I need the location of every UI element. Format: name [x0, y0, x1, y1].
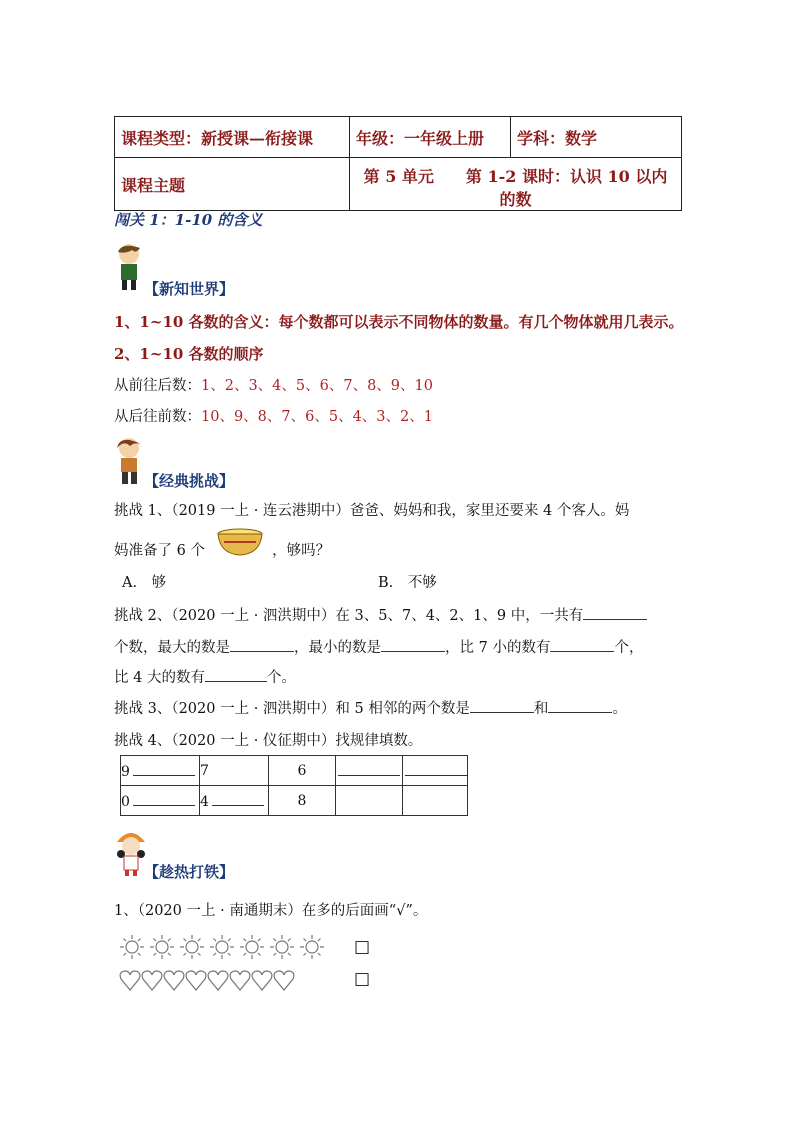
challenge-2-text-b: 个数，最大的数是 [114, 640, 230, 656]
pattern-grid [120, 755, 468, 816]
forward-label: 从前往后数： [114, 378, 201, 394]
grid-cell[interactable]: 0 [121, 786, 200, 816]
section-title-practice: 【趁热打铁】 [144, 863, 235, 881]
challenge-2-text-d: ，比 7 小的数有 [445, 640, 551, 656]
boy-character-icon [112, 242, 146, 292]
challenge-1-option-b: B. 不够 [378, 575, 437, 591]
section-title-classic-challenge: 【经典挑战】 [144, 472, 235, 490]
bowl-icon [216, 528, 264, 558]
backward-count [114, 405, 433, 426]
challenge-2-line-1 [114, 604, 647, 625]
section-title-new-knowledge: 【新知世界】 [144, 280, 235, 298]
topic-label: 课程主题 [115, 158, 350, 211]
blank-greater-than-4[interactable] [205, 667, 267, 682]
level-title: 闯关 1：1-10 的含义 [114, 211, 263, 229]
topic-value: 第 5 单元 第 1-2 课时：认识 10 以内的数 [350, 158, 682, 211]
forward-numbers: 1、2、3、4、5、6、7、8、9、10 [201, 378, 433, 394]
grade: 年级：一年级上册 [350, 117, 511, 158]
challenge-1-line-1: 挑战 1、（2019 一上 · 连云港期中）爸爸、妈妈和我，家里还要来 4 个客人。妈 [114, 503, 630, 519]
grid-cell[interactable]: 9 [121, 756, 200, 786]
blank-max[interactable] [230, 637, 294, 652]
course-type: 课程类型：新授课—衔接课 [115, 117, 350, 158]
course-header-table [114, 116, 682, 211]
challenge-2-text-g: 个。 [266, 670, 296, 686]
practice-question-1: 1、（2020 一上 · 南通期末）在多的后面画“√”。 [114, 903, 428, 919]
suns-row-icon [118, 932, 330, 962]
answer-box-hearts[interactable]: □ [354, 969, 371, 989]
challenge-1-option-a: A. 够 [122, 575, 167, 591]
grid-cell[interactable]: 4 [200, 786, 269, 816]
challenge-3-text-a: 挑战 3、（2020 一上 · 泗洪期中）和 5 相邻的两个数是 [114, 701, 470, 717]
blank-neighbor-1[interactable] [470, 698, 534, 713]
challenge-2-text-e: 个， [614, 640, 644, 656]
answer-box-suns[interactable]: □ [354, 937, 371, 957]
grid-cell[interactable] [403, 786, 468, 816]
grid-cell[interactable] [403, 756, 468, 786]
hearts-row-icon [118, 966, 298, 994]
challenge-3-text-c: 。 [612, 701, 627, 717]
point-1: 1、1~10 各数的含义：每个数都可以表示不同物体的数量。有几个物体就用几表示。 [114, 313, 684, 331]
grid-cell[interactable] [336, 786, 403, 816]
forward-count [114, 374, 433, 395]
point-2: 2、1~10 各数的顺序 [114, 345, 264, 363]
blank-count[interactable] [583, 605, 647, 620]
challenge-2-line-3 [114, 666, 296, 687]
challenge-2-text-f: 比 4 大的数有 [114, 670, 205, 686]
challenge-2-line-2 [114, 636, 643, 657]
challenge-3-text-b: 和 [533, 701, 549, 717]
grid-cell: 6 [269, 756, 336, 786]
grid-cell[interactable] [336, 756, 403, 786]
blank-less-than-7[interactable] [550, 637, 614, 652]
challenge-2-text-c: ，最小的数是 [294, 640, 381, 656]
challenge-1-text-a: 妈准备了 6 个 [114, 543, 205, 559]
grid-cell: 8 [269, 786, 336, 816]
grid-cell[interactable]: 7 [200, 756, 269, 786]
blank-min[interactable] [381, 637, 445, 652]
challenge-2-text-a: 挑战 2、（2020 一上 · 泗洪期中）在 3、5、7、4、2、1、9 中，一共有 [114, 608, 584, 624]
student-character-icon [112, 436, 146, 486]
girl-character-icon [114, 828, 148, 878]
blank-neighbor-2[interactable] [548, 698, 612, 713]
subject: 学科：数学 [511, 117, 682, 158]
backward-numbers: 10、9、8、7、6、5、4、3、2、1 [201, 409, 433, 425]
challenge-3 [114, 697, 627, 718]
backward-label: 从后往前数： [114, 409, 201, 425]
challenge-4: 挑战 4、（2020 一上 · 仪征期中）找规律填数。 [114, 733, 423, 749]
challenge-1-text-b: ，够吗？ [272, 543, 331, 559]
